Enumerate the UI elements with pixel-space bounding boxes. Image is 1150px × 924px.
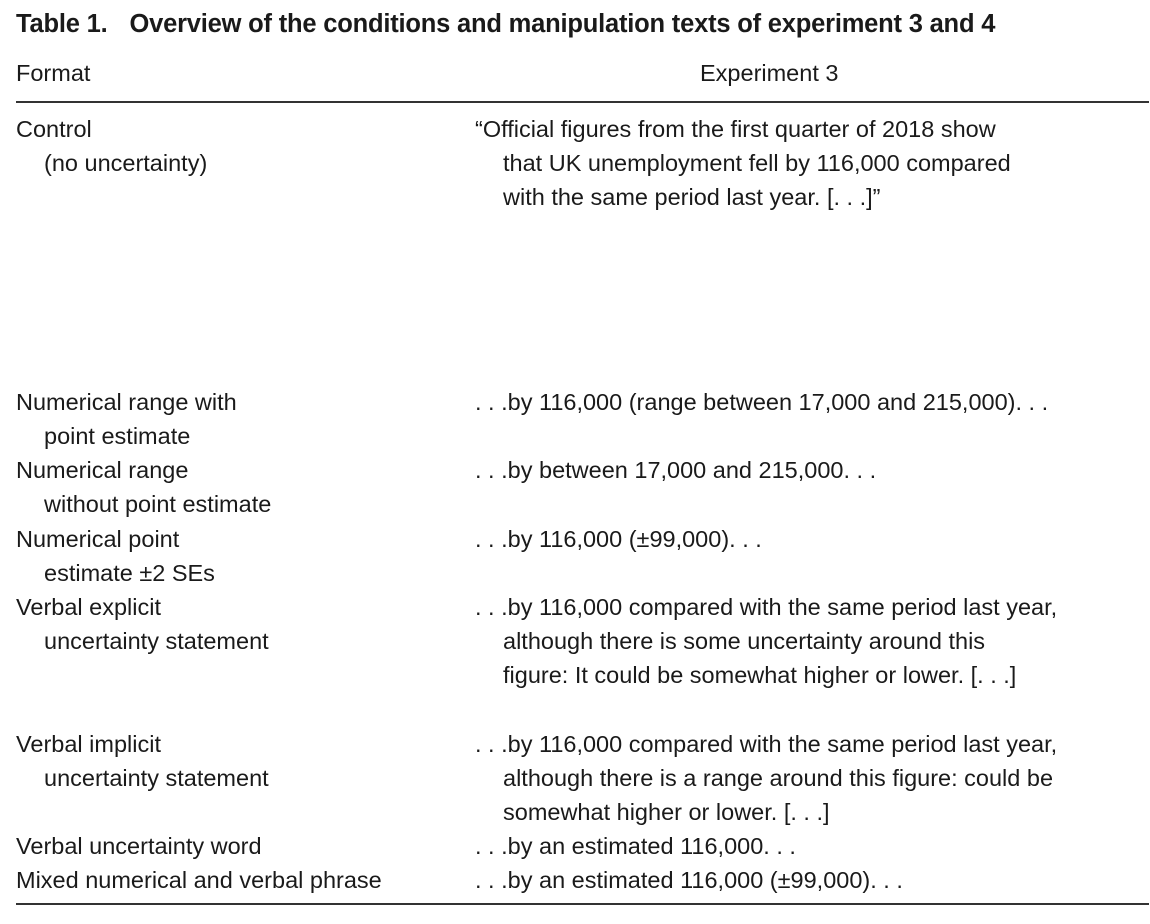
format-line: Mixed numerical and verbal phrase — [16, 867, 382, 893]
text-line: “Official figures from the first quarter of 2018 show — [475, 116, 996, 142]
format-cell — [16, 112, 456, 180]
column-header-experiment: Experiment 3 — [700, 60, 839, 86]
text-line: . . .by an estimated 116,000. . . — [475, 833, 796, 859]
table-caption — [16, 10, 1136, 39]
table-header — [0, 60, 1150, 94]
format-line: Numerical point — [16, 526, 180, 552]
text-line: . . .by 116,000 compared with the same period last year, — [475, 731, 1058, 757]
manipulation-text-cell — [475, 522, 1135, 556]
format-line: Verbal uncertainty word — [16, 833, 262, 859]
table-label: Table 1. — [16, 10, 108, 38]
text-line: . . .by 116,000 (±99,000). . . — [475, 526, 762, 552]
format-cell — [16, 829, 456, 863]
manipulation-text-cell — [475, 727, 1135, 829]
text-line: . . .by 116,000 compared with the same period last year, — [475, 594, 1058, 620]
manipulation-text-cell — [475, 829, 1135, 863]
text-line: somewhat higher or lower. [. . .] — [503, 799, 830, 825]
text-line: although there is a range around this figure: could be — [503, 765, 1054, 791]
manipulation-text-cell — [475, 590, 1135, 692]
format-cell — [16, 453, 456, 521]
text-line: although there is some uncertainty around this — [503, 628, 986, 654]
text-line: with the same period last year. [. . .]” — [503, 184, 881, 210]
text-line: . . .by an estimated 116,000 (±99,000). . . — [475, 867, 903, 893]
manipulation-text-cell — [475, 385, 1135, 419]
format-line: without point estimate — [44, 491, 272, 517]
format-cell — [16, 522, 456, 590]
format-line: Numerical range with — [16, 389, 237, 415]
table-title: Overview of the conditions and manipulation texts of experiment 3 and 4 — [129, 10, 996, 38]
format-line: Verbal explicit — [16, 594, 161, 620]
format-line: Numerical range — [16, 457, 189, 483]
manipulation-text-cell — [475, 863, 1135, 897]
text-line: . . .by between 17,000 and 215,000. . . — [475, 457, 877, 483]
format-line: uncertainty statement — [44, 628, 269, 654]
text-line: . . .by 116,000 (range between 17,000 and 215,000). . . — [475, 389, 1049, 415]
text-line: that UK unemployment fell by 116,000 compared — [503, 150, 1011, 176]
format-line: point estimate — [44, 423, 191, 449]
format-line: estimate ±2 SEs — [44, 560, 215, 586]
manipulation-text-cell — [475, 112, 1135, 214]
format-line: (no uncertainty) — [44, 150, 208, 176]
format-line: Verbal implicit — [16, 731, 161, 757]
text-line: figure: It could be somewhat higher or lower. [. . .] — [503, 662, 1017, 688]
format-cell — [16, 385, 456, 453]
format-line: Control — [16, 116, 92, 142]
header-rule — [16, 101, 1149, 103]
format-line: uncertainty statement — [44, 765, 269, 791]
format-cell — [16, 863, 456, 897]
bottom-rule — [16, 903, 1149, 905]
format-cell — [16, 590, 456, 658]
manipulation-text-cell — [475, 453, 1135, 487]
format-cell — [16, 727, 456, 795]
column-header-format: Format — [16, 60, 91, 86]
